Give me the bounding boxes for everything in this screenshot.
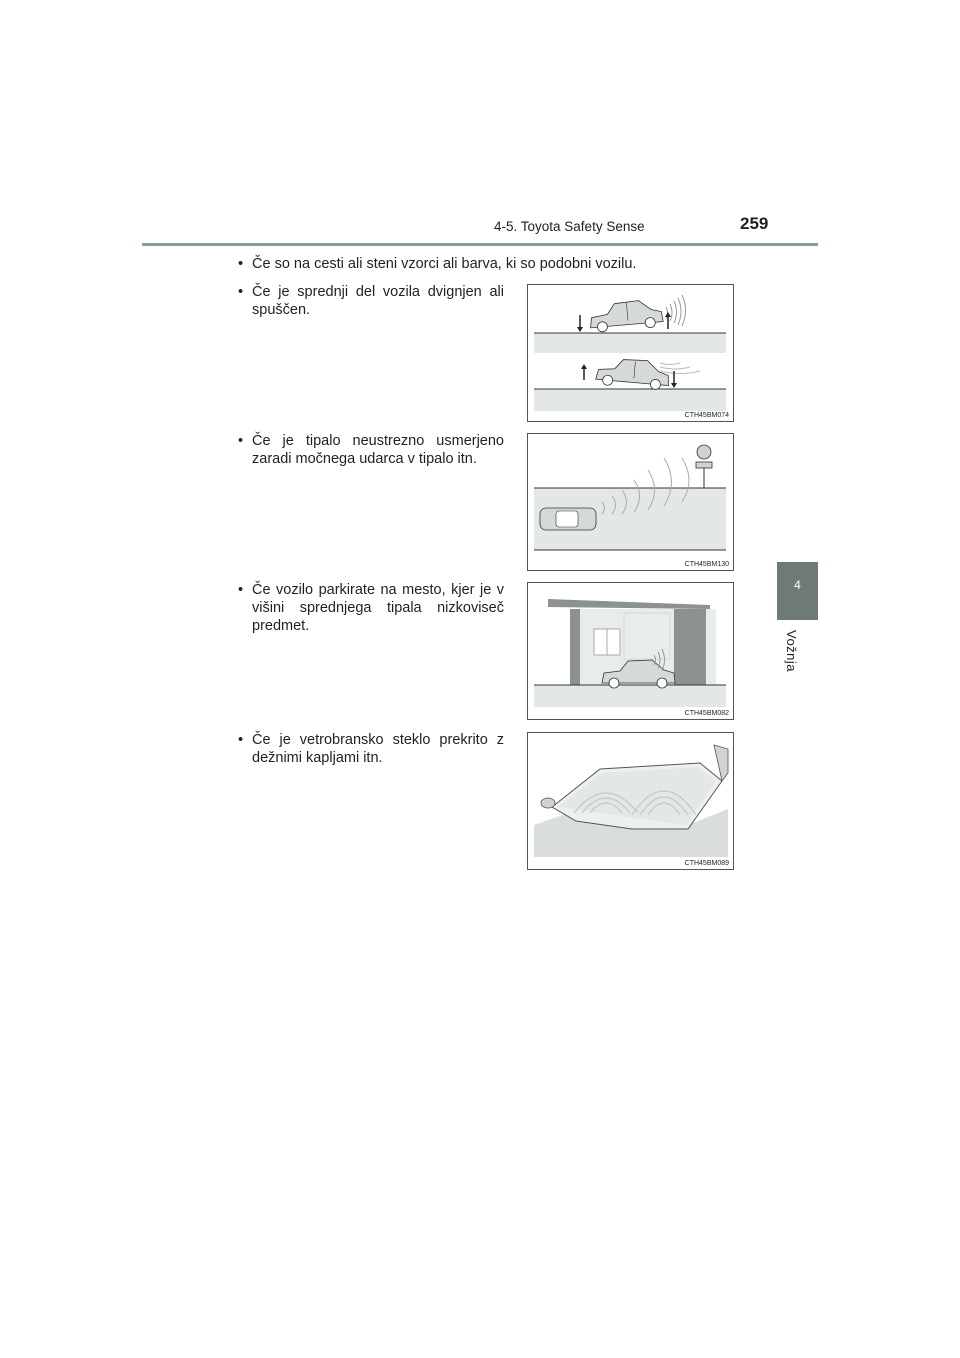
illustration-low-overhang (528, 583, 733, 719)
car-top-view (540, 508, 596, 530)
illustration-windshield-rain (528, 733, 733, 869)
bullet-item (238, 283, 504, 319)
bullet-item (238, 581, 504, 635)
bullet-marker: • (238, 582, 244, 598)
bullet-text: Če je tipalo neustrezno usmerjeno zaradi močnega udarca v tipalo itn. (252, 433, 504, 467)
header-rule (142, 243, 818, 246)
bullet-text: Če so na cesti ali steni vzorci ali barva, ki so podobni vozilu. (252, 256, 637, 272)
figure-windshield-rain (527, 732, 734, 870)
bullet-marker: • (238, 284, 244, 300)
illustration-nose-tilt (528, 285, 733, 421)
radar-waves (660, 363, 700, 374)
figure-sensor-misaligned (527, 433, 734, 571)
figure-nose-raised-lowered (527, 284, 734, 422)
bullet-item (238, 255, 658, 273)
chapter-label: Vožnja (784, 630, 799, 673)
bullet-item (238, 432, 504, 468)
figure-code: CTH45BM074 (684, 412, 729, 419)
chapter-number: 4 (794, 578, 801, 592)
chapter-tab (777, 562, 818, 620)
illustration-sensor-misaligned (528, 434, 733, 570)
radar-waves (666, 295, 686, 326)
figure-code: CTH45BM130 (684, 561, 729, 568)
page-number: 259 (740, 214, 769, 233)
car-nose-down (595, 356, 670, 390)
running-header-section: 4-5. Toyota Safety Sense (494, 219, 645, 234)
bullet-marker: • (238, 433, 244, 449)
figure-low-overhang (527, 582, 734, 720)
bullet-marker: • (238, 732, 244, 748)
figure-code: CTH45BM082 (684, 710, 729, 717)
bullet-marker: • (238, 256, 244, 272)
bullet-item (238, 731, 504, 767)
bullet-text: Če je vetrobransko steklo prekrito z dežnimi kapljami itn. (252, 732, 504, 766)
bullet-text: Če je sprednji del vozila dvignjen ali spuščen. (252, 284, 504, 318)
car-nose-up (588, 299, 663, 333)
figure-code: CTH45BM089 (684, 860, 729, 867)
bullet-text: Če vozilo parkirate na mesto, kjer je v višini sprednjega tipala nizkoviseč predmet. (252, 582, 504, 634)
